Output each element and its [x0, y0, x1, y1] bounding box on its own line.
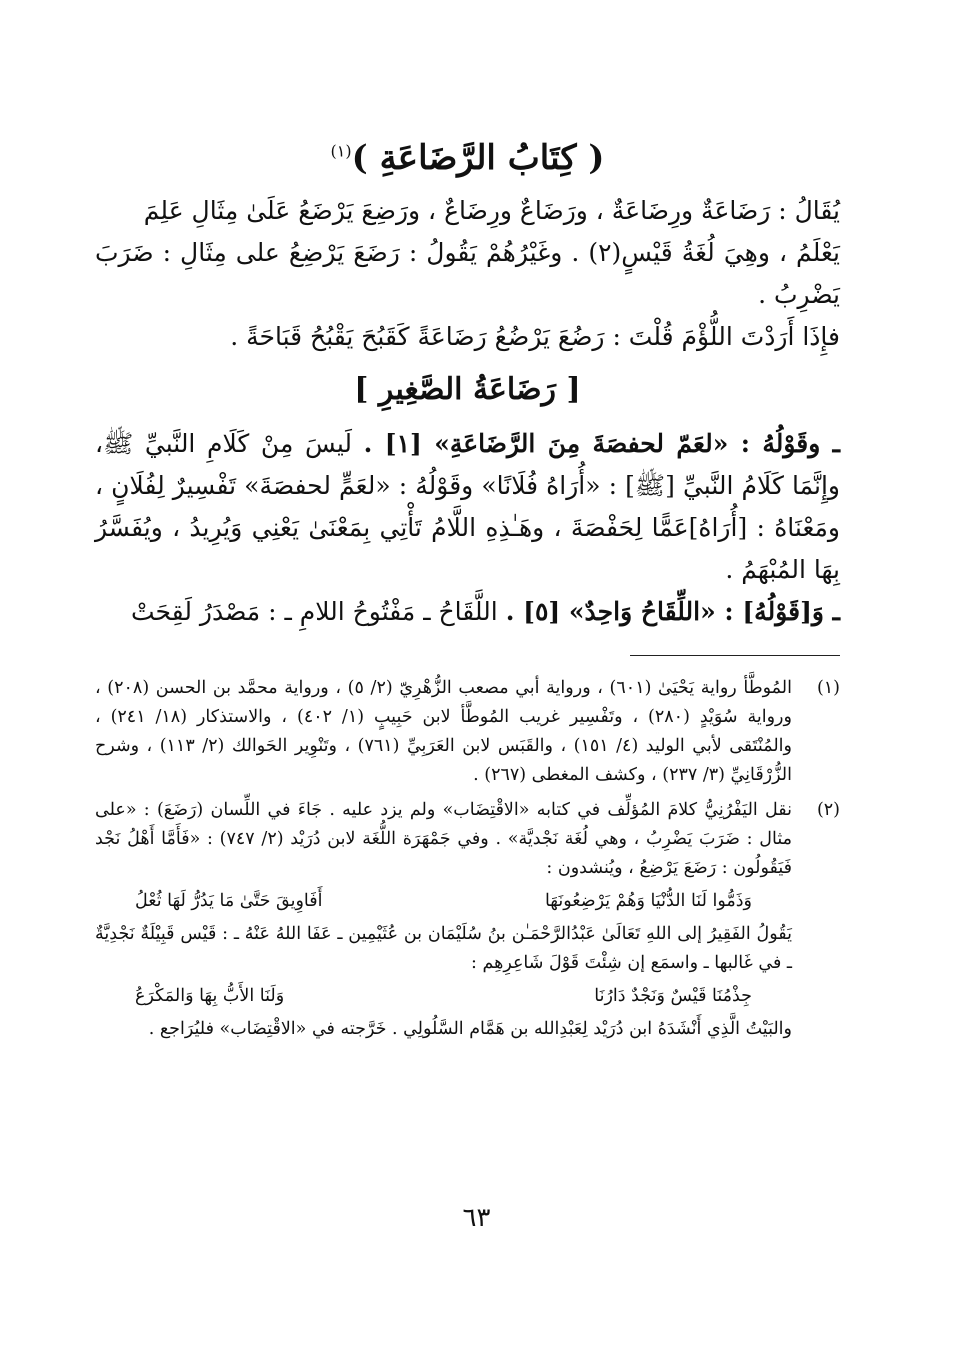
footnotes: [95, 674, 840, 1044]
chapter-title: [95, 138, 840, 178]
commentary-paragraph-2: [95, 591, 840, 633]
footnote: [95, 796, 840, 1044]
footnote-paragraph: والبَيْتُ الَّذِي أَنْشَدَهُ ابن دُرَيْد لِعَبْدِالله بن هَمَّام السَّلُولِي . خَرَّجته في «الاقْتِضَاب» فليُرَاجع .: [148, 1019, 792, 1039]
footnote-number: (١): [816, 678, 840, 698]
intro-line: فإِذَا أَرَدْتَ اللُّؤْمَ قُلْتَ : رَضُعَ يَرْضُعُ رَضَاعَةً كَقَبُحَ يَقْبُحُ قَبَاحَةً .: [230, 322, 840, 351]
paragraph-text: اللَّقَاحُ ـ مَفْتُوحُ اللامِ ـ : مَصْدَرُ لَقِحَتْ: [131, 597, 506, 626]
verse-hemistich: وَلَنَا الأَبُّ بِهَا وَالمَكْرَعُ: [135, 986, 285, 1006]
document-page: [95, 120, 840, 1050]
footnote-paragraph: نقل اليَفْرُنِيُّ كلامَ المُؤلِّف في كتابه «الاقْتِضَاب» ولم يزد عليه . جَاءَ في اللِّسان (رَضَعَ) : «على مثال : ضَرَبَ يَضْرِبُ ، وهي لُغَة نَجْديَّة» . وفي جَمْهَرَة اللُّغَة لابن دُرَيْد (٢/ ٧٤٧) : «فَأَمَّا أَهْلُ نَجْد فَيَقُولُون : رَضَعَ يَرْضِعُ ، ويُنشدون :: [95, 800, 793, 878]
footnote-paragraph: يَقُولُ الفَقِيرُ إلى اللهِ تَعَالَىٰ عَبْدُالرَّحْمَـٰن بنُ سُلَيْمَان بن عُثَيْمِين ـ عَفَا اللهُ عَنْهُ ـ : قَيْس قَبِيْلَةٌ نَجْدِيَّةٌ ـ في غَالبها ـ واسمَع إن شِئْتَ قَوْلَ شَاعِرِهِم :: [95, 924, 792, 973]
footnote-number: (٢): [816, 800, 840, 820]
commentary-paragraph-1: [95, 423, 840, 591]
verse-hemistich: جِذْمُنَا قَيْسٌ وَنَجْدٌ دَارُنَا: [594, 986, 752, 1006]
section-heading: [ رَضَاعَةُ الصَّغِيرِ ]: [354, 372, 581, 407]
intro-line: يُقَالُ : رَضَاعَةٌ ورِضَاعَةٌ ، ورَضَاعٌ ورِضَاعٌ ، ورَضِعَ يَرْضَعُ عَلَىٰ مِثَالِ عَلِمَ: [143, 196, 840, 225]
footnote-text: [95, 674, 792, 790]
verse-hemistich: وَذَمُّوا لَنَا الدُّنْيَا وَهُمْ يَرْضِعُونَهَا: [544, 891, 752, 911]
poem-verse: [95, 982, 792, 1011]
chapter-title-footnote-ref: (١): [330, 141, 352, 161]
footnote-text: [95, 796, 792, 1044]
intro-paragraph: [95, 190, 840, 358]
chapter-title-text: ( كِتَابُ الرَّضَاعَةِ ): [351, 138, 605, 178]
footnote-divider: [630, 655, 840, 656]
intro-line: يَعْلَمُ ، وهِيَ لُغَةُ قَيْسٍ(٢) . وغَيْرُهُمْ يَقُولُ : رَضَعَ يَرْضِعُ على مِثَالِ : ضَرَبَ يَضْرِبُ .: [95, 238, 840, 309]
footnote: [95, 674, 840, 790]
poem-verse: [95, 887, 792, 916]
paragraph-text: لَيسَ مِنْ كَلَامِ النَّبيِّ ﷺ، وإِنَّمَا كَلَامُ النَّبيِّ [ﷺ] : «أُرَاهُ فُلَانًا» وقَوْلُهُ : «لعَمٍّ لحفصَةَ» تَفْسِيرٌ لِفُلَانٍ ، ومَعْنَاهُ : [أُرَاهُ]عَمًّا لِحَفْصَةَ ، وهَـٰذِهِ اللَّامُ تَأْتِي بِمَعْنَىٰ يَعْنِي وَيُرِيدُ ، ويُفَسَّرُ بِهَا المُبْهَمُ .: [95, 429, 840, 584]
paragraph-lead: ـ وقَوْلُهُ : «لعَمّ لحفصَةَ مِنَ الرَّضَاعَةِ» [١] .: [363, 429, 840, 458]
page-number: ٦٣: [462, 1203, 491, 1233]
paragraph-lead: ـ وَ[قَوْلُهُ] : «اللِّقَاحُ وَاحِدٌ» [٥] .: [505, 597, 840, 626]
footnote-paragraph: المُوطَّأ رواية يَحْيَىٰ (٦٠١) ، ورواية أبي مصعب الزُّهْرِيّ (٢/ ٥) ، ورواية محمَّد بن الحسن (٢٠٨) ، ورواية سُوَيْدٍ (٢٨٠) ، وتَفْسِير غريب المُوطَّأ لابن حَبِيبٍ (١/ ٤٠٢) ، والاستذكار (١٨/ ٢٤١) ، والمُنْتَقى لأبي الوليد (٤/ ١٥١) ، والقَبَس لابن العَرَبِيِّ (٧٦١) ، وتَنْوِير الحَوالك (٢/ ١١٣) ، وشرح الزُّرْقَانِيِّ (٣/ ٢٣٧) ، وكشف المغطى (٢٦٧) .: [95, 678, 792, 785]
verse-hemistich: أَفَاوِيقَ حَتَّىٰ مَا يَدُرُّ لَهَا ثُعْلُ: [135, 891, 323, 911]
